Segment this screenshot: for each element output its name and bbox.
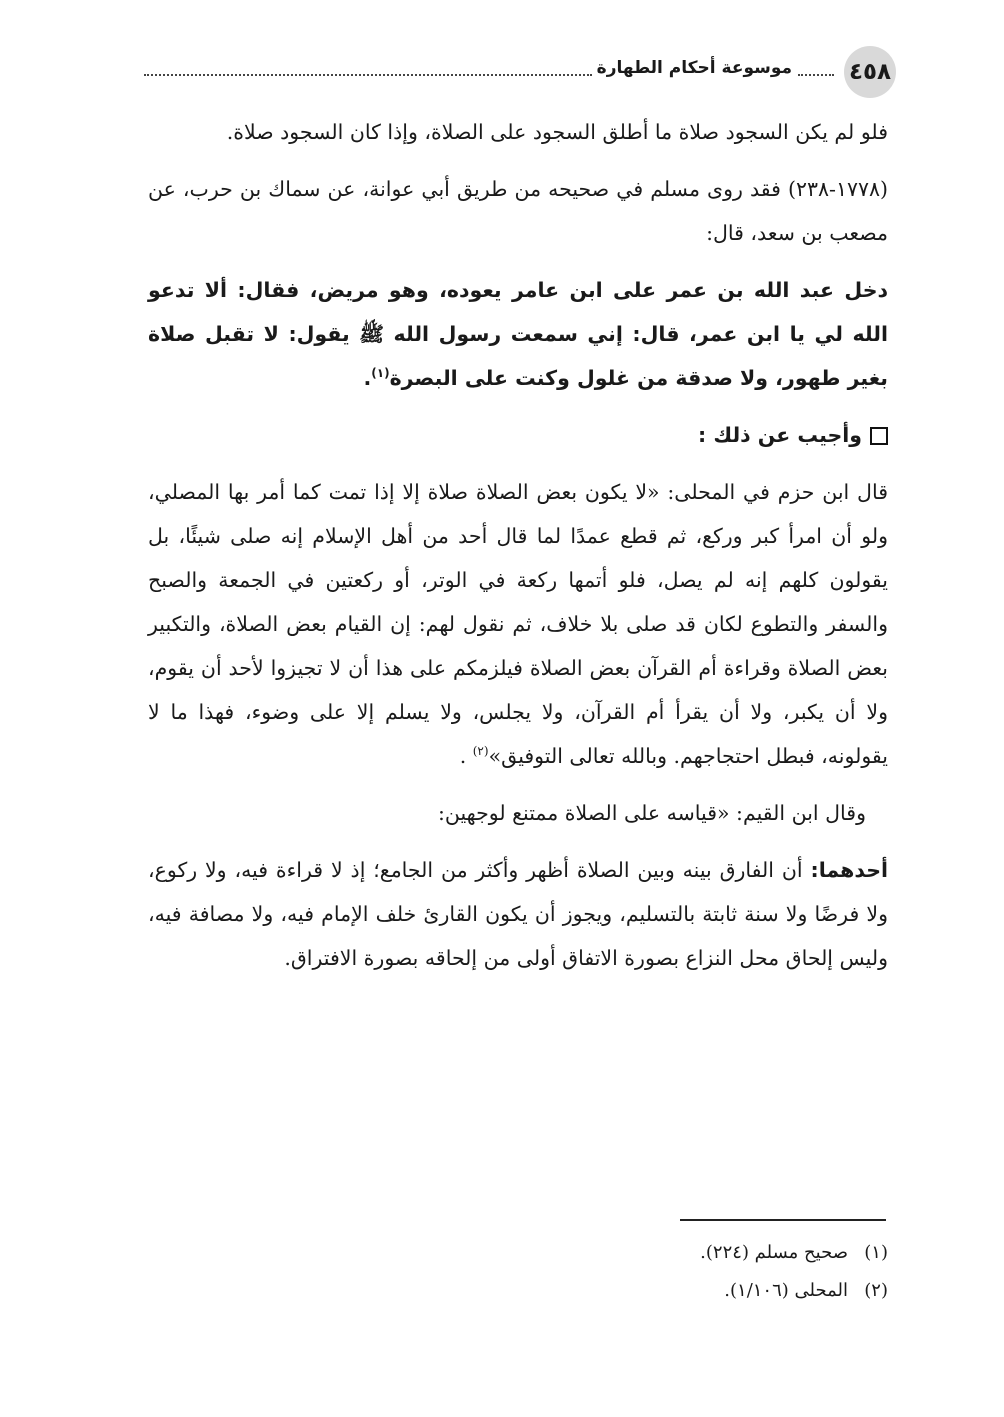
footnote-divider xyxy=(680,1219,886,1221)
paragraph xyxy=(148,470,888,778)
footnote-ref[interactable]: (٢) xyxy=(472,744,489,759)
paragraph: (١٧٧٨-٢٣٨) فقد روى مسلم في صحيحه من طريق أبي عوانة، عن سماك بن حرب، عن مصعب بن سعد، قال: xyxy=(148,177,888,245)
section-heading xyxy=(148,413,888,457)
footnote-ref[interactable]: (١) xyxy=(371,366,390,381)
page-body xyxy=(148,110,888,993)
page-number: ٤٥٨ xyxy=(844,46,896,98)
hadith-body: دخل عبد الله بن عمر على ابن عامر يعوده، وهو مريض، فقال: ألا تدعو الله لي يا ابن عمر، قال: إني سمعت رسول الله ﷺ يقول: لا تقبل صلاة بغير طهور، ولا صدقة من غلول وكنت على البصرة xyxy=(148,278,888,390)
footnote-text: صحيح مسلم (٢٢٤). xyxy=(700,1242,848,1263)
paragraph xyxy=(148,848,888,980)
checkbox-icon xyxy=(870,427,888,445)
section-heading-text: وأجيب عن ذلك : xyxy=(698,423,862,447)
footnote xyxy=(700,1234,888,1272)
lead-term: أحدهما: xyxy=(810,858,888,882)
quote-end: . xyxy=(459,744,473,768)
header-divider xyxy=(798,74,834,76)
running-title: موسوعة أحكام الطهارة xyxy=(593,58,796,78)
header-divider xyxy=(144,74,592,76)
footnotes xyxy=(700,1234,888,1310)
paragraph: فلو لم يكن السجود صلاة ما أطلق السجود على الصلاة، وإذا كان السجود صلاة. xyxy=(226,120,888,144)
paragraph-text: أن الفارق بينه وبين الصلاة أظهر وأكثر من الجامع؛ إذ لا قراءة فيه، ولا ركوع، ولا فرضًا ولا سنة ثابتة بالتسليم، ويجوز أن يكون القارئ خلف الإمام فيه، ولا مصافة فيه، وليس إلحاق محل النزاع بصورة الاتفاق أولى من إلحاقه بصورة الافتراق. xyxy=(148,858,888,970)
footnote-number: (٢) xyxy=(864,1280,888,1301)
hadith-end: . xyxy=(363,366,372,390)
paragraph: وقال ابن القيم: «قياسه على الصلاة ممتنع لوجهين: xyxy=(437,801,866,825)
footnote-text: المحلى (١/١٠٦). xyxy=(724,1280,848,1301)
footnote xyxy=(700,1272,888,1310)
quote-text: قال ابن حزم في المحلى: «لا يكون بعض الصلاة صلاة إلا إذا تمت كما أمر بها المصلي، ولو أن امرأ كبر وركع، ثم قطع عمدًا لما قال أحد من أهل الإسلام إنه صلى شيئًا، بل يقولون كلهم إنه لم يصل، فلو أتمها ركعة في الوتر، أو ركعتين في الجمعة والصبح والسفر والتطوع لكان قد صلى بلا خلاف، ثم نقول لهم: إن القيام بعض الصلاة، والتكبير بعض الصلاة وقراءة أم القرآن بعض الصلاة فيلزمكم على هذا أن لا تجيزوا لأحد أن يقوم، ولا أن يكبر، ولا أن يقرأ أم القرآن، ولا يجلس، ولا يسلم إلا على وضوء، فهذا ما لا يقولونه، فبطل احتجاجهم. وبالله تعالى التوفيق» xyxy=(148,480,888,768)
hadith-text xyxy=(148,268,888,400)
footnote-number: (١) xyxy=(864,1242,888,1263)
page-header xyxy=(140,46,892,98)
